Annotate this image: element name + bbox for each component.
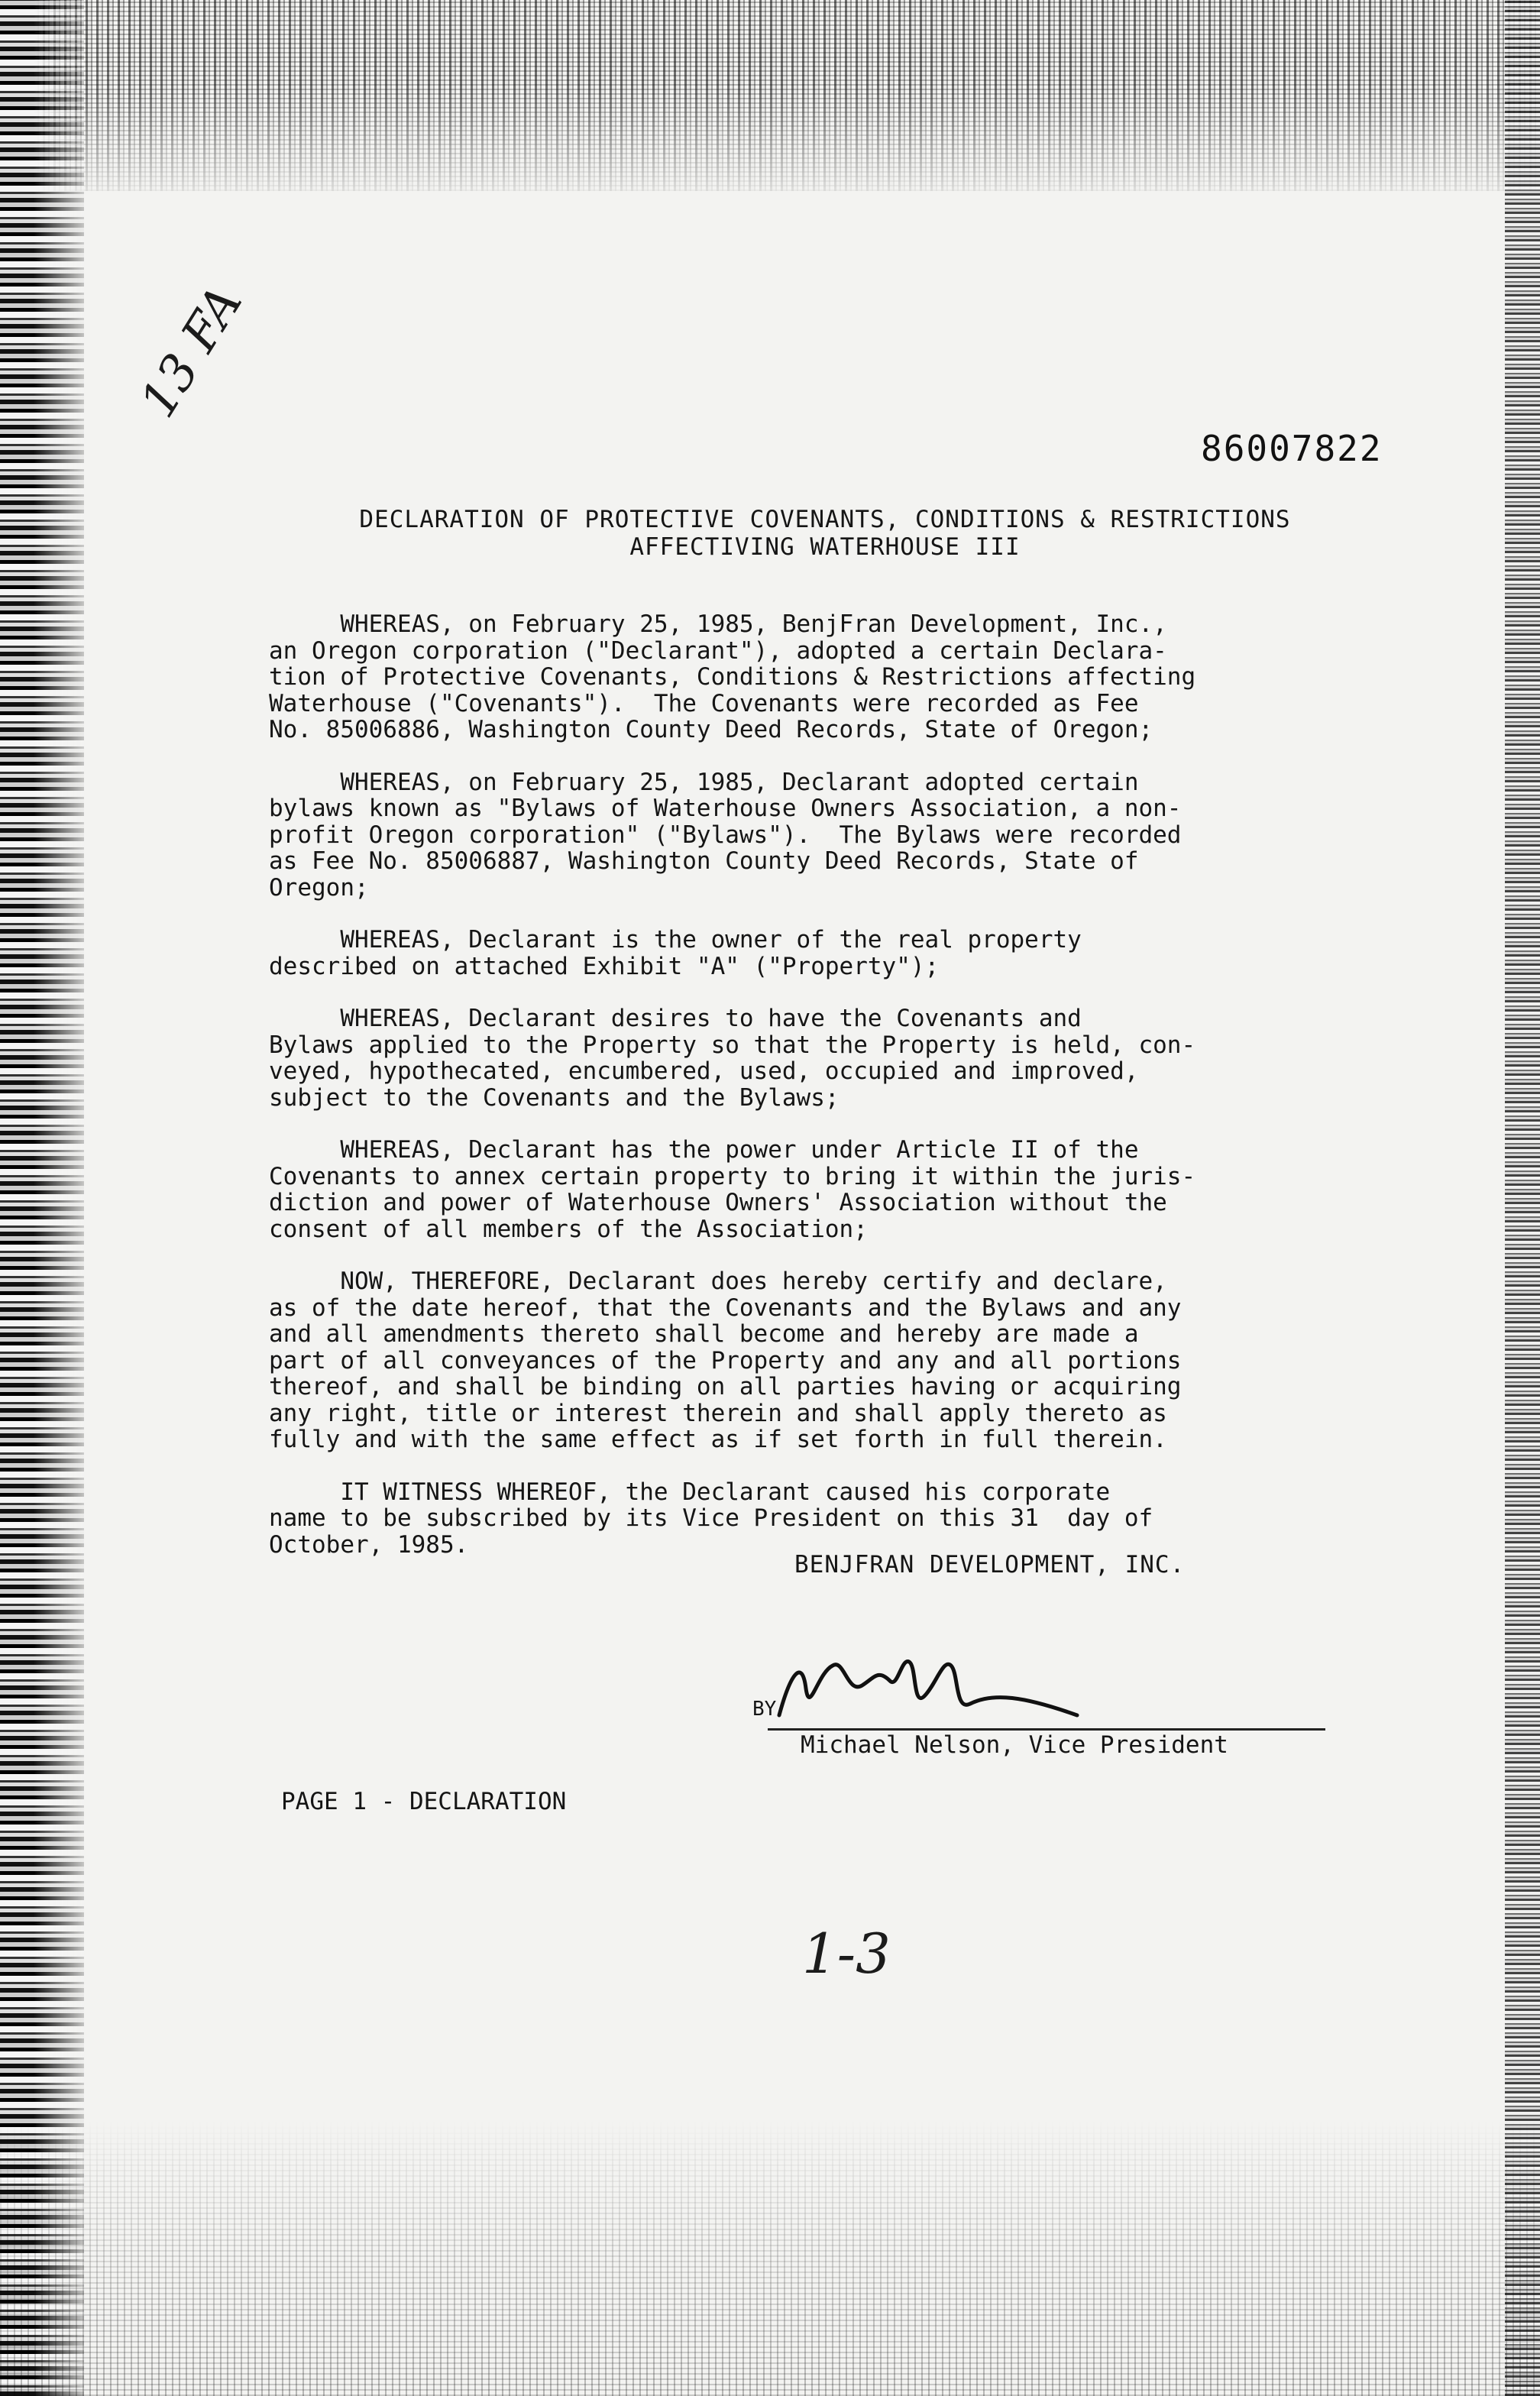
document-title (275, 506, 1375, 561)
paragraph-line: part of all conveyances of the Property and any and all portions (269, 1346, 1182, 1374)
paragraph-line: bylaws known as "Bylaws of Waterhouse Owners Association, a non- (269, 795, 1182, 822)
paragraph-line: name to be subscribed by its Vice President on this 31 day of (269, 1504, 1153, 1532)
by-label: BY (752, 1698, 777, 1721)
paragraph (269, 611, 1354, 743)
paragraph-line: as Fee No. 85006887, Washington County Deed Records, State of (269, 847, 1139, 875)
signer-name: Michael Nelson, Vice President (801, 1731, 1228, 1759)
paragraph-line: October, 1985. (269, 1530, 469, 1559)
paragraph-line: veyed, hypothecated, encumbered, used, occupied and improved, (269, 1057, 1139, 1085)
paragraph-line: Covenants to annex certain property to bring it within the juris- (269, 1162, 1196, 1190)
paragraph (269, 1137, 1354, 1242)
paragraph (269, 1268, 1354, 1453)
scan-noise-right (1505, 0, 1540, 2396)
document-body (269, 611, 1354, 1584)
paragraph-line: tion of Protective Covenants, Conditions & Restrictions affecting (269, 663, 1196, 691)
paragraph-line: Oregon; (269, 873, 369, 902)
paragraph-line: WHEREAS, Declarant is the owner of the real property (269, 926, 1082, 954)
signature-line (768, 1728, 1325, 1731)
title-line: DECLARATION OF PROTECTIVE COVENANTS, CONDITIONS & RESTRICTIONS (359, 506, 1291, 533)
paragraph-line: any right, title or interest therein and shall apply thereto as (269, 1399, 1167, 1427)
paragraph-line: WHEREAS, on February 25, 1985, BenjFran Development, Inc., (269, 610, 1167, 638)
paragraph-line: No. 85006886, Washington County Deed Records, State of Oregon; (269, 716, 1153, 743)
paragraph-line: consent of all members of the Association; (269, 1215, 868, 1243)
paragraph-line: and all amendments thereto shall become and hereby are made a (269, 1320, 1139, 1348)
paragraph-line: described on attached Exhibit "A" ("Property"); (269, 952, 940, 980)
company-name: BENJFRAN DEVELOPMENT, INC. (794, 1551, 1186, 1578)
paragraph-line: fully and with the same effect as if set forth in full therein. (269, 1426, 1167, 1453)
scan-noise-left (0, 0, 84, 2396)
paragraph-line: diction and power of Waterhouse Owners' Association without the (269, 1189, 1167, 1216)
paragraph-line: IT WITNESS WHEREOF, the Declarant caused his corporate (269, 1478, 1111, 1506)
title-line: AFFECTIVING WATERHOUSE III (629, 533, 1021, 561)
paragraph-line: Waterhouse ("Covenants"). The Covenants were recorded as Fee (269, 689, 1139, 717)
handwritten-corner-note: 13 FA (130, 276, 254, 428)
paragraph-line: WHEREAS, on February 25, 1985, Declarant adopted certain (269, 768, 1139, 796)
paragraph-line: thereof, and shall be binding on all parties having or acquiring (269, 1373, 1182, 1400)
paragraph-line: NOW, THEREFORE, Declarant does hereby certify and declare, (269, 1268, 1167, 1295)
scan-noise-bottom (0, 2121, 1540, 2396)
paragraph-line: Bylaws applied to the Property so that the Property is held, con- (269, 1031, 1196, 1059)
paragraph (269, 927, 1354, 979)
paragraph (269, 1479, 1354, 1559)
handwritten-page-ref: 1-3 (802, 1922, 891, 1986)
signature (772, 1643, 1092, 1734)
paragraph-line: WHEREAS, Declarant desires to have the Covenants and (269, 1005, 1082, 1032)
paragraph-line: an Oregon corporation ("Declarant"), adopted a certain Declara- (269, 636, 1167, 665)
paragraph-line: as of the date hereof, that the Covenants and the Bylaws and any (269, 1294, 1182, 1322)
paragraph (269, 769, 1354, 902)
paragraph-line: WHEREAS, Declarant has the power under Article II of the (269, 1136, 1139, 1164)
scan-noise-top (0, 0, 1540, 191)
page-footer: PAGE 1 - DECLARATION (281, 1788, 567, 1815)
paragraph-line: subject to the Covenants and the Bylaws; (269, 1083, 840, 1112)
paragraph (269, 1005, 1354, 1111)
document-number: 86007822 (1201, 428, 1383, 469)
paragraph-line: profit Oregon corporation" ("Bylaws"). The Bylaws were recorded (269, 821, 1182, 849)
